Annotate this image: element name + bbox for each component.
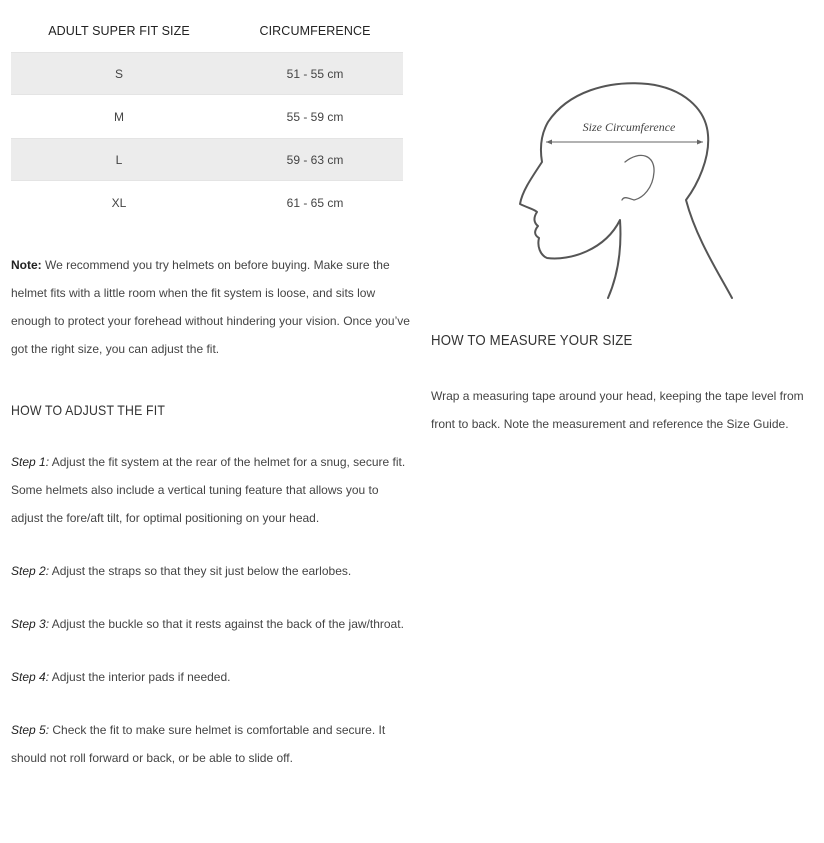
measure-text: Wrap a measuring tape around your head, keeping the tape level from front to back. Note the measurement and reference the Size Guide. [431, 389, 804, 431]
figure-label: Size Circumference [582, 120, 676, 134]
step-label: Step 2: [11, 564, 50, 578]
step-item [11, 610, 411, 638]
size-table [11, 10, 403, 224]
step-label: Step 5: [11, 723, 50, 737]
step-text: Adjust the buckle so that it rests against the back of the jaw/throat. [49, 617, 404, 631]
measure-heading: HOW TO MEASURE YOUR SIZE [431, 332, 633, 349]
header-size: ADULT SUPER FIT SIZE [48, 24, 190, 38]
table-row [11, 181, 403, 224]
cell-circumference: 51 - 55 cm [286, 66, 344, 81]
table-row [11, 52, 403, 95]
table-row [11, 138, 403, 181]
adjust-steps [11, 448, 411, 797]
head-profile-icon [510, 80, 750, 302]
cell-circumference: 55 - 59 cm [286, 109, 344, 124]
ear-outline [622, 155, 654, 200]
arrow-left-icon [546, 140, 552, 145]
step-item [11, 448, 411, 532]
step-text: Adjust the straps so that they sit just below the earlobes. [49, 564, 352, 578]
step-item [11, 557, 411, 585]
adjust-heading: HOW TO ADJUST THE FIT [11, 402, 166, 418]
step-text: Adjust the fit system at the rear of the helmet for a snug, secure fit. Some helmets also include a vertical tuning feature that allows you to adjust the fore/aft tilt, for optimal positioning on your head. [11, 455, 406, 525]
step-text: Check the fit to make sure helmet is comfortable and secure. It should not roll forward or back, or be able to slide off. [11, 723, 386, 765]
cell-size: XL [111, 195, 127, 210]
arrow-right-icon [697, 140, 703, 145]
cell-size: M [114, 109, 124, 124]
step-label: Step 1: [11, 455, 50, 469]
step-item [11, 663, 411, 691]
cell-size: L [115, 152, 123, 167]
head-outline [520, 83, 732, 298]
table-header-row [11, 10, 403, 52]
table-row [11, 95, 403, 138]
head-diagram [510, 80, 750, 302]
fit-note [11, 251, 411, 363]
note-label: Note: [11, 258, 42, 272]
cell-circumference: 61 - 65 cm [286, 195, 344, 210]
cell-size: S [114, 66, 123, 81]
cell-circumference: 59 - 63 cm [286, 152, 344, 167]
note-text: We recommend you try helmets on before buying. Make sure the helmet fits with a little room when the fit system is loose, and sits low enough to protect your forehead without hindering your vision. Once you’ve got the right size, you can adjust the fit. [11, 258, 410, 356]
step-label: Step 4: [11, 670, 50, 684]
step-text: Adjust the interior pads if needed. [49, 670, 231, 684]
step-item [11, 716, 411, 772]
header-circumference: CIRCUMFERENCE [259, 24, 371, 38]
step-label: Step 3: [11, 617, 50, 631]
